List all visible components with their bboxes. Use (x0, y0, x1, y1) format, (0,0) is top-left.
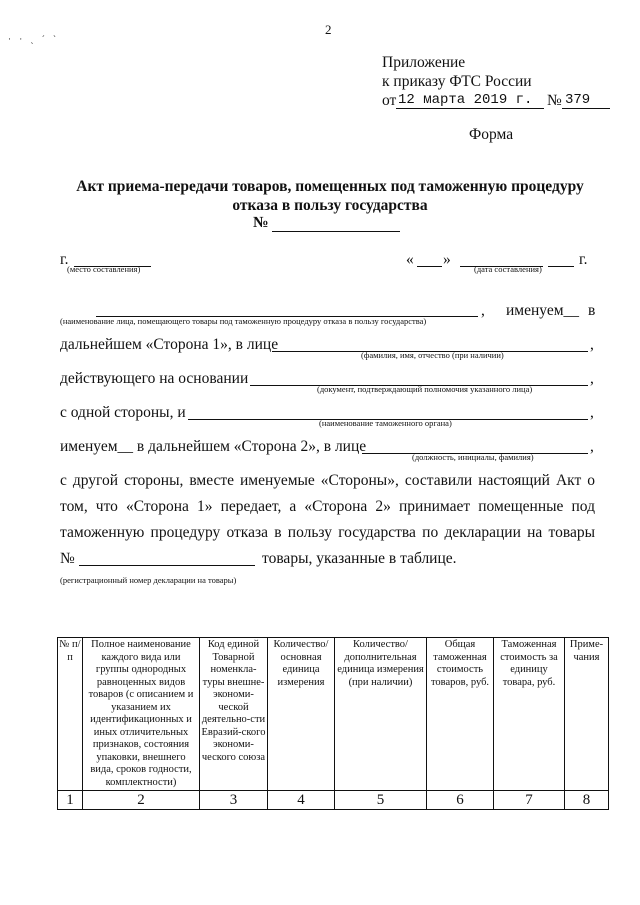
line7-text: том, что «Сторона 1» передает, а «Сторона 2» принимает помещенные под (60, 498, 595, 515)
line4-comma: , (590, 404, 594, 421)
annex-line1: Приложение (382, 54, 466, 71)
annex-line2: к приказу ФТС России (382, 73, 532, 90)
title-line2: отказа в пользу государства (232, 197, 428, 214)
in-text: в (588, 302, 596, 319)
document-title (40, 177, 620, 215)
declaration-number-field (79, 565, 255, 566)
party2-representative-caption: (должность, инициалы, фамилия) (412, 452, 534, 462)
line2-comma: , (590, 336, 594, 353)
customs-authority-caption: (наименование таможенного органа) (319, 418, 452, 428)
annex-date-prefix: от (382, 92, 397, 109)
number-cell: 6 (427, 791, 494, 810)
date-year-suffix: г. (579, 251, 588, 268)
header-cell: Общая таможенная стоимость товаров, руб. (427, 638, 494, 791)
number-cell: 8 (565, 791, 609, 810)
place-caption: (место составления) (67, 264, 141, 274)
party1-representative-caption: (фамилия, имя, отчество (при наличии) (361, 350, 504, 360)
date-year-field (548, 266, 574, 267)
header-cell: Количество/ основная единица измерения (268, 638, 335, 791)
title-line1: Акт приема-передачи товаров, помещенных под таможенную процедуру (76, 178, 584, 195)
date-caption: (дата составления) (474, 264, 542, 274)
number-cell: 1 (58, 791, 83, 810)
date-day-field (417, 266, 442, 267)
date-open-quote: « (406, 251, 414, 268)
line9-prefix: № (60, 550, 75, 567)
line2-text: дальнейшем «Сторона 1», в лице (60, 336, 279, 353)
annex-date-value: 12 марта 2019 г. (398, 92, 533, 108)
number-cell: 5 (335, 791, 427, 810)
city-prefix: г. (60, 251, 69, 268)
annex-number-value: 379 (565, 92, 591, 108)
page-number: 2 (325, 22, 332, 37)
number-cell: 7 (494, 791, 565, 810)
header-cell: Полное наименование каждого вида или группы однородных равноценных видов товаров (с описанием и указанием их идентификационных и иных отличительных признаков, состояния упаковки, внешнего вида, сроков годности, комплектности) (83, 638, 200, 791)
annex-block (382, 53, 612, 110)
scan-artifact: · · ˏ ˊ ˋ (8, 34, 59, 44)
table-number-row (58, 791, 609, 810)
line3-text: действующего на основании (60, 370, 249, 387)
title-number-field (272, 231, 400, 232)
annex-number-prefix: № (547, 92, 562, 109)
line8-text: таможенную процедуру отказа в пользу государства по декларации на товары (60, 524, 595, 541)
declaration-number-caption: (регистрационный номер декларации на товары) (60, 575, 237, 585)
form-label: Форма (469, 126, 514, 143)
date-close-quote: » (443, 251, 451, 268)
annex-date-row (382, 91, 612, 110)
number-cell: 3 (200, 791, 268, 810)
line4-text: с одной стороны, и (60, 404, 186, 421)
header-cell: Приме-чания (565, 638, 609, 791)
title-number-sign: № (253, 214, 269, 231)
line9-suffix: товары, указанные в таблице. (262, 550, 457, 567)
table-header-row (58, 638, 609, 791)
number-cell: 4 (268, 791, 335, 810)
goods-table (57, 637, 609, 810)
header-cell: Таможенная стоимость за единицу товара, руб. (494, 638, 565, 791)
authority-document-caption: (документ, подтверждающий полномочия указанного лица) (317, 384, 533, 394)
header-cell: № п/п (58, 638, 83, 791)
number-cell: 2 (83, 791, 200, 810)
line3-comma: , (590, 370, 594, 387)
named-text: именуем__ (506, 302, 580, 319)
header-cell: Количество/ дополнительная единица измерения (при наличии) (335, 638, 427, 791)
party1-caption: (наименование лица, помещающего товары под таможенную процедуру отказа в пользу государства) (60, 316, 427, 326)
line5-comma: , (590, 438, 594, 455)
header-cell: Код единой Товарной номенкла-туры внешне-экономи-ческой деятельно-сти Евразий-ского экономи-ческого союза (200, 638, 268, 791)
line6-text: с другой стороны, вместе именуемые «Стороны», составили настоящий Акт о (60, 472, 595, 489)
line5-text: именуем__ в дальнейшем «Сторона 2», в лице (60, 438, 367, 455)
line1-comma: , (481, 302, 485, 319)
